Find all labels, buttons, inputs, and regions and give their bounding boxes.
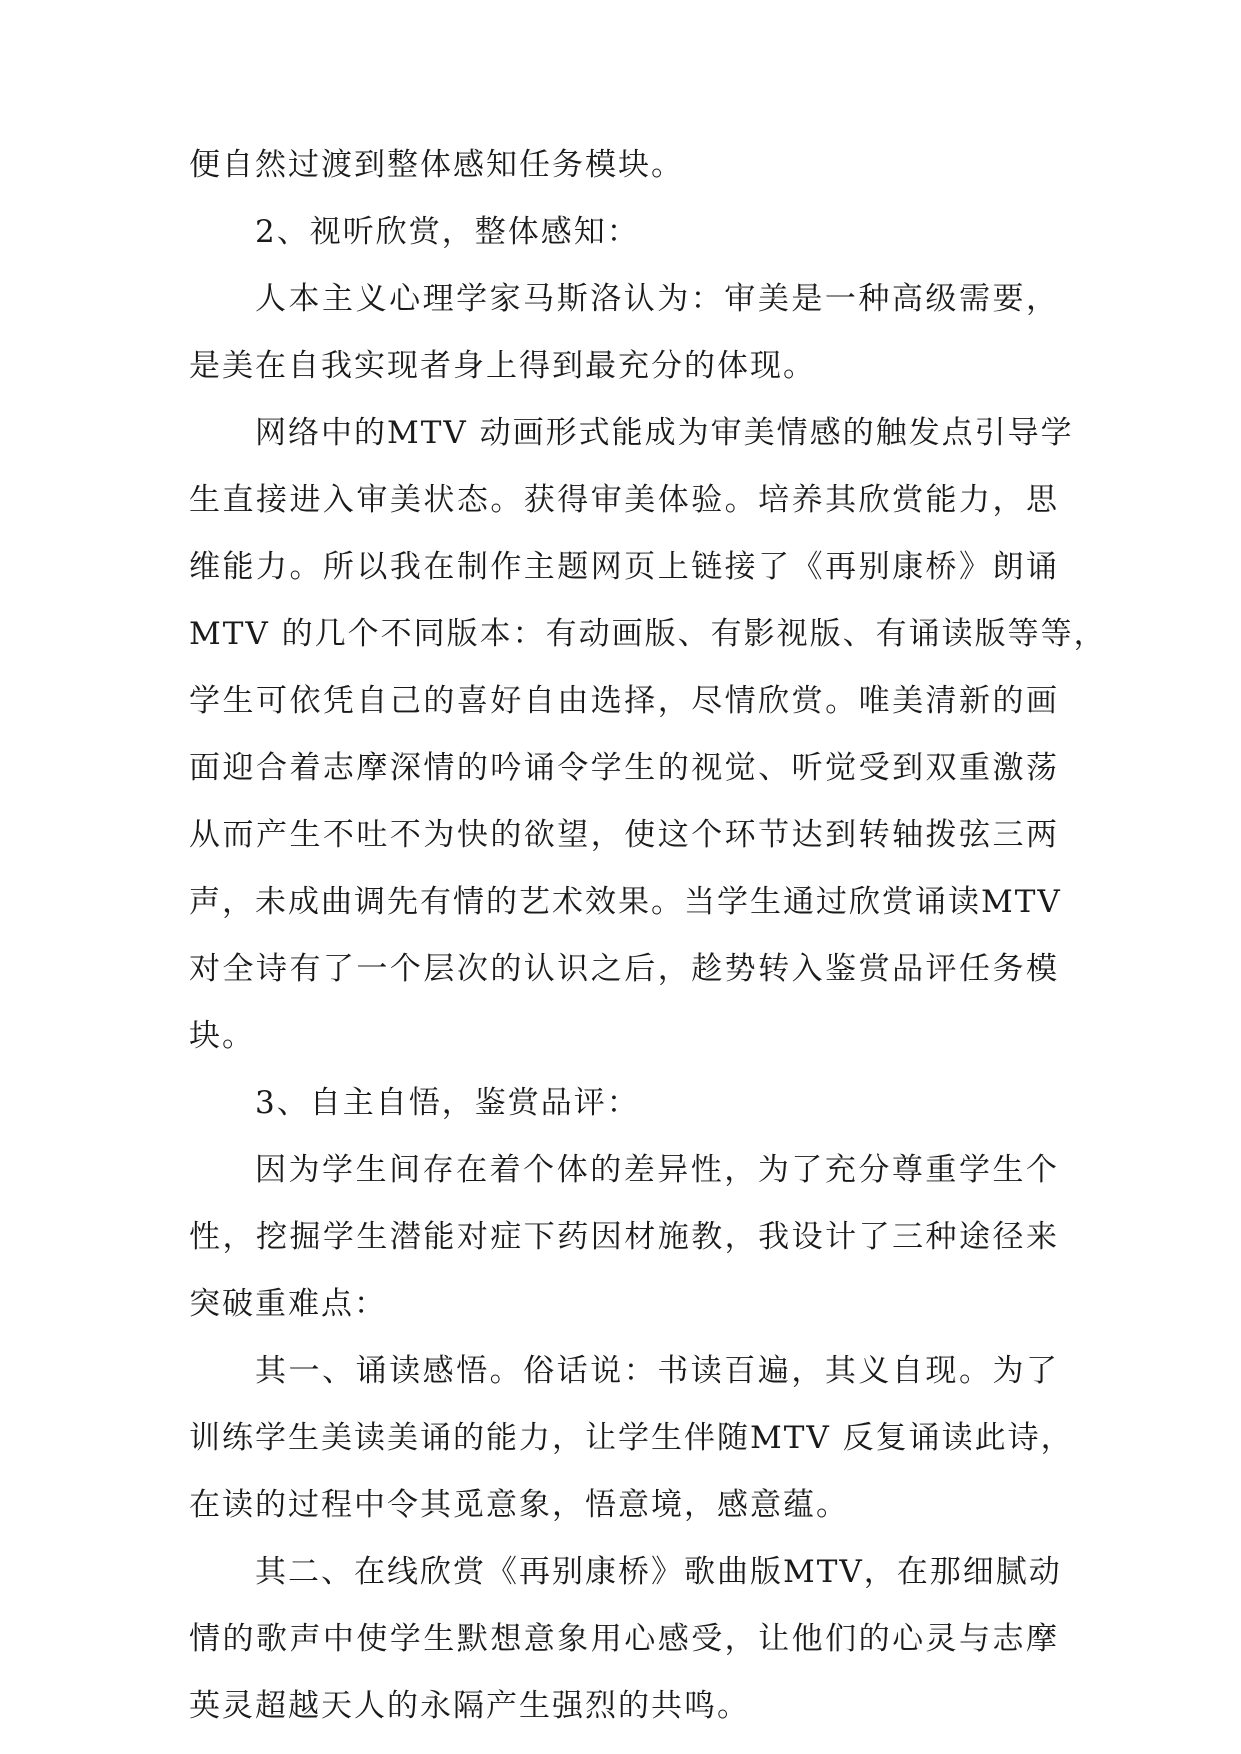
text-line: 学生可依凭自己的喜好自由选择，尽情欣赏。唯美清新的画 xyxy=(189,683,1059,719)
section-heading: 3、自主自悟，鉴赏品评： xyxy=(255,1085,640,1121)
text-line: 在读的过程中令其觅意象，悟意境，感意蕴。 xyxy=(189,1487,849,1523)
text-line: 情的歌声中使学生默想意象用心感受，让他们的心灵与志摩 xyxy=(189,1621,1059,1657)
text-line: 突破重难点： xyxy=(189,1286,387,1322)
text-line: 训练学生美读美诵的能力，让学生伴随MTV 反复诵读此诗， xyxy=(189,1420,1074,1456)
text-line: 其一、诵读感悟。俗话说：书读百遍，其义自现。为了 xyxy=(255,1353,1059,1389)
text-line: 其二、在线欣赏《再别康桥》歌曲版MTV，在那细腻动 xyxy=(255,1554,1062,1590)
text-line: 性，挖掘学生潜能对症下药因材施教，我设计了三种途径来 xyxy=(189,1219,1059,1255)
text-line: 网络中的MTV 动画形式能成为审美情感的触发点引导学 xyxy=(255,415,1074,451)
text-line: MTV 的几个不同版本：有动画版、有影视版、有诵读版等等， xyxy=(189,616,1107,652)
text-line: 对全诗有了一个层次的认识之后，趁势转入鉴赏品评任务模 xyxy=(189,951,1059,987)
text-line: 块。 xyxy=(189,1018,255,1054)
text-line: 声，未成曲调先有情的艺术效果。当学生通过欣赏诵读MTV xyxy=(189,884,1062,920)
text-line: 是美在自我实现者身上得到最充分的体现。 xyxy=(189,348,816,384)
text-line: 维能力。所以我在制作主题网页上链接了《再别康桥》朗诵 xyxy=(189,549,1059,585)
section-heading: 2、视听欣赏，整体感知： xyxy=(255,214,640,250)
text-line: 从而产生不吐不为快的欲望，使这个环节达到转轴拨弦三两 xyxy=(189,817,1059,853)
text-line: 人本主义心理学家马斯洛认为：审美是一种高级需要， xyxy=(255,281,1059,317)
text-line: 因为学生间存在着个体的差异性，为了充分尊重学生个 xyxy=(255,1152,1059,1188)
text-line: 英灵超越天人的永隔产生强烈的共鸣。 xyxy=(189,1688,750,1724)
text-line: 面迎合着志摩深情的吟诵令学生的视觉、听觉受到双重激荡 xyxy=(189,750,1059,786)
text-line: 便自然过渡到整体感知任务模块。 xyxy=(189,147,684,183)
text-line: 生直接进入审美状态。获得审美体验。培养其欣赏能力，思 xyxy=(189,482,1059,518)
